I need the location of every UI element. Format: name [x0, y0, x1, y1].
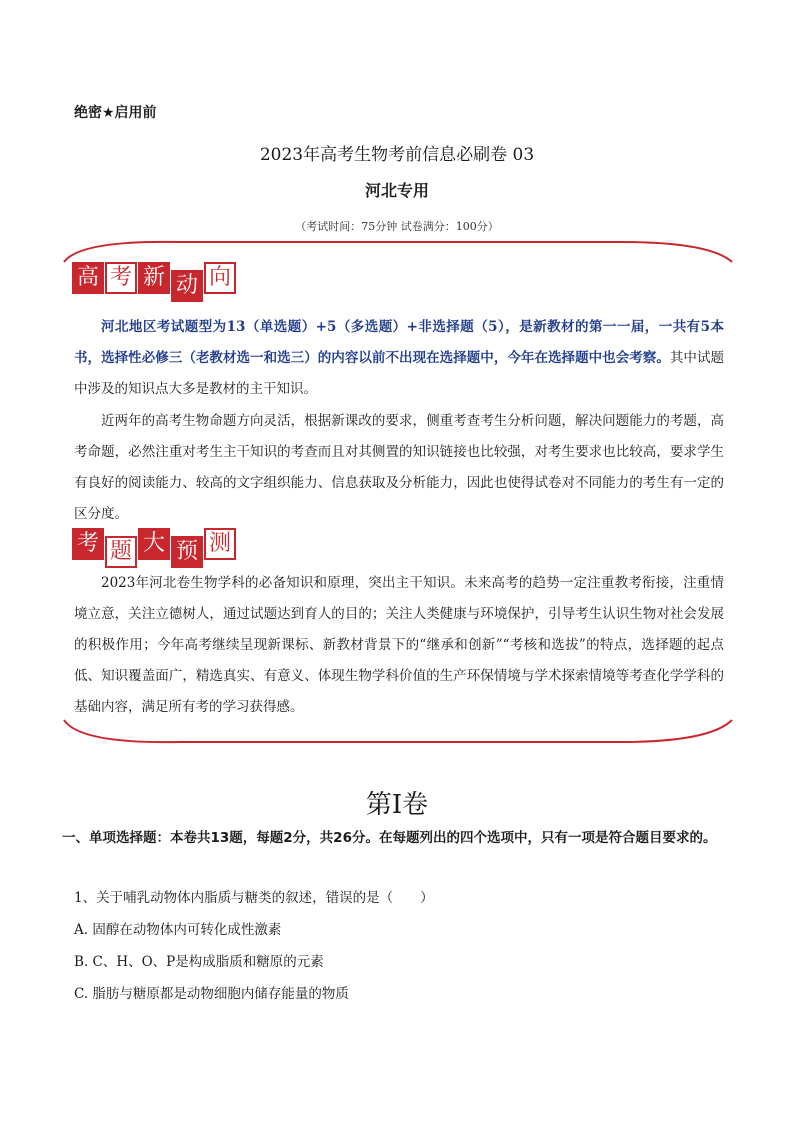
badge-char: 预: [171, 536, 203, 568]
badge-char: 测: [204, 528, 236, 560]
question-1-option-c: C. 脂肪与糖原都是动物细胞内储存能量的物质: [74, 986, 349, 1002]
badge-kaoti-dayuce: [72, 528, 237, 568]
section-heading-text: 一、单项选择题：本卷共13题，每题2分，共26分。在每题列出的四个选项中，只有一项是符合题目要求的。: [62, 830, 717, 846]
badge-char: 新: [138, 262, 170, 294]
badge-char: 考: [105, 262, 137, 294]
news-paragraph-1-rest: 其中试题中涉及的知识点大多是教材的主干知识。: [74, 350, 725, 397]
news-paragraph-2: 近两年的高考生物命题方向灵活，根据新课改的要求，侧重考查考生分析问题，解决问题能力的考题，高考命题，必然注重对考生主干知识的考查而且对其侧置的知识链接也比较强，对考生要求也比较高，要求学生有良好的阅读能力、较高的文字组织能力、信息获取及分析能力，因此也使得试卷对不同能力的考生有一定的区分度。: [74, 413, 724, 522]
badge-char: 动: [171, 270, 203, 302]
news-paragraph-1-highlight: 河北地区考试题型为13（单选题）+5（多选题）+非选择题（5），是新教材的第一一届，一共有5本书，选择性必修三（老教材选一和选三）的内容以前不出现在选择题中，今年在选择题中也会考察。: [74, 319, 724, 366]
badge-char: 题: [105, 536, 137, 568]
question-1-option-b: B. C、H、O、P是构成脂质和糖原的元素: [74, 954, 324, 970]
badge-char: 高: [72, 262, 104, 294]
badge-char: 考: [72, 528, 104, 560]
section-heading: [62, 826, 726, 851]
page-title: 2023年高考生物考前信息必刷卷 03: [259, 145, 535, 165]
exam-info: （考试时间：75分钟 试卷满分：100分）: [295, 220, 499, 233]
predict-paragraph: 2023年河北卷生物学科的必备知识和原理，突出主干知识。未来高考的趋势一定注重教考衔接，注重情境立意，关注立德树人，通过试题达到育人的目的；关注人类健康与环境保护，引导考生认识生物对社会发展的积极作用；今年高考继续呈现新课标、新教材背景下的“继承和创新”“考核和选拔”的特点，选择题的起点低、知识覆盖面广，精选真实、有意义、体现生物学科价值的生产环保情境与学术探索情境等考查化学学科的基础内容，满足所有考的学习获得感。: [74, 575, 724, 715]
volume-title: 第Ⅰ卷: [365, 790, 429, 820]
news-paragraph-1: [74, 312, 724, 405]
secret-mark: 绝密★启用前: [74, 105, 157, 121]
badge-char: 向: [204, 262, 236, 294]
question-1-option-a: A. 固醇在动物体内可转化成性激素: [74, 922, 282, 938]
page-subtitle: 河北专用: [364, 181, 429, 200]
question-1-stem: 1、关于哺乳动物体内脂质与糖类的叙述，错误的是（ ）: [74, 890, 434, 906]
bottom-decorative-curve: [60, 716, 736, 748]
badge-char: 大: [138, 528, 170, 560]
badge-gaokao-xindongxiang: [72, 262, 237, 302]
